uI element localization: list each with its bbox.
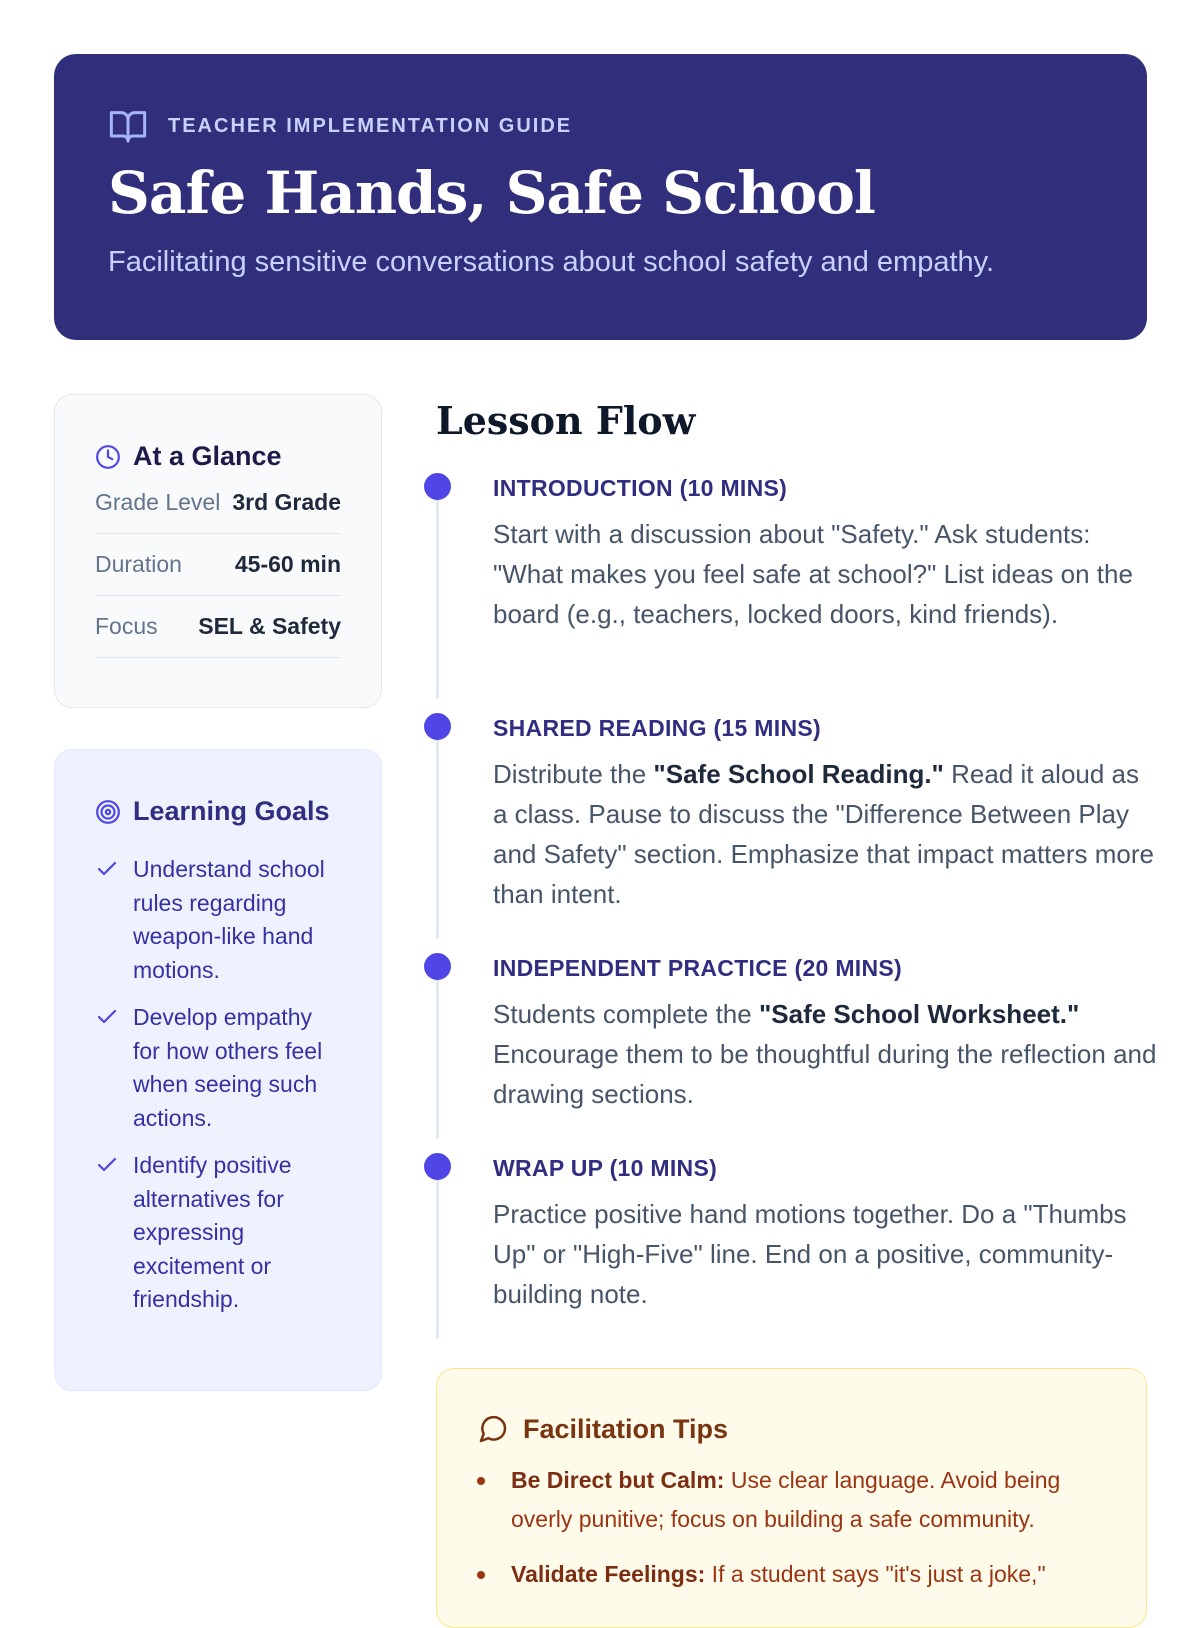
- glance-value: 45-60 min: [234, 551, 341, 577]
- check-icon: [95, 857, 119, 881]
- check-icon: [95, 1005, 119, 1029]
- check-icon: [95, 1153, 119, 1177]
- goal-text: Develop empathy for how others feel when seeing such actions.: [133, 1004, 323, 1131]
- glance-label: Duration: [95, 551, 182, 577]
- step-text: Practice positive hand motions together. Do a "Thumbs Up" or "High-Five" line. End on a positive, community-building note.: [493, 1199, 1127, 1309]
- tip-label: Be Direct but Calm:: [511, 1467, 725, 1493]
- step-heading: INDEPENDENT PRACTICE (20 MINS): [493, 955, 902, 981]
- goal-text: Understand school rules regarding weapon-like hand motions.: [133, 856, 325, 983]
- step-text-bold: "Safe School Worksheet.": [758, 999, 1080, 1029]
- list-item: [95, 1149, 341, 1317]
- message-circle-icon: [477, 1413, 509, 1445]
- at-a-glance-header: [95, 441, 341, 472]
- tip-label: Validate Feelings:: [511, 1561, 706, 1587]
- facilitation-tips-card: [436, 1368, 1147, 1628]
- timeline-line: [436, 979, 439, 1139]
- guide-header: [54, 54, 1147, 340]
- learning-goals-title: Learning Goals: [133, 796, 330, 826]
- glance-row-duration: [95, 534, 341, 596]
- lesson-flow-title: Lesson Flow: [436, 398, 696, 443]
- timeline-dot: [424, 473, 451, 500]
- step-text-bold: "Safe School Reading.": [653, 759, 944, 789]
- goal-list: [95, 853, 341, 1317]
- step-heading: INTRODUCTION (10 MINS): [493, 475, 788, 501]
- clock-icon: [95, 444, 121, 470]
- book-open-icon: [108, 106, 148, 146]
- glance-row-grade: [95, 472, 341, 534]
- list-item: [95, 853, 341, 987]
- timeline-dot: [424, 713, 451, 740]
- step-text: Encourage them to be thoughtful during the reflection and drawing sections.: [493, 1039, 1157, 1109]
- eyebrow-label: TEACHER IMPLEMENTATION GUIDE: [168, 114, 573, 137]
- step-heading: WRAP UP (10 MINS): [493, 1155, 718, 1181]
- lesson-step-shared-reading: [422, 713, 1157, 914]
- timeline-dot: [424, 953, 451, 980]
- lesson-step-independent-practice: [422, 953, 1157, 1114]
- glance-label: Focus: [95, 613, 158, 639]
- learning-goals-header: [95, 796, 341, 827]
- header-eyebrow: [108, 106, 572, 146]
- tip-text: Use clear language. Avoid being overly punitive; focus on building a safe community.: [511, 1467, 1061, 1532]
- step-text: Read it aloud as a class. Pause to discuss the "Difference Between Play and Safety" section. Emphasize that impact matters more than intent.: [493, 759, 1154, 909]
- list-item: [477, 1461, 1106, 1539]
- timeline-line: [436, 739, 439, 939]
- glance-value: 3rd Grade: [232, 489, 341, 515]
- step-body: [493, 1194, 1157, 1314]
- at-a-glance-card: [54, 394, 382, 708]
- glance-row-focus: [95, 596, 341, 658]
- facilitation-tips-header: [477, 1413, 1106, 1445]
- step-text: Start with a discussion about "Safety." Ask students: "What makes you feel safe at school?" List ideas on the board (e.g., teachers, locked doors, kind friends).: [493, 519, 1133, 629]
- facilitation-tips-title: Facilitation Tips: [523, 1413, 729, 1444]
- list-item: [95, 1001, 341, 1135]
- page-title: Safe Hands, Safe School: [108, 159, 875, 227]
- glance-label: Grade Level: [95, 489, 221, 515]
- at-a-glance-title: At a Glance: [133, 441, 282, 471]
- list-item: [477, 1555, 1106, 1594]
- step-text: Students complete the: [493, 999, 759, 1029]
- timeline-dot: [424, 1153, 451, 1180]
- timeline-line: [436, 499, 439, 699]
- lesson-step-introduction: [422, 473, 1157, 634]
- goal-text: Identify positive alternatives for expressing excitement or friendship.: [133, 1152, 292, 1312]
- glance-value: SEL & Safety: [198, 613, 341, 639]
- step-body: [493, 514, 1157, 634]
- learning-goals-card: [54, 749, 382, 1391]
- target-icon: [95, 799, 121, 825]
- page-subtitle: Facilitating sensitive conversations about school safety and empathy.: [108, 246, 995, 278]
- step-text: Distribute the: [493, 759, 654, 789]
- step-body: [493, 754, 1157, 914]
- step-body: [493, 994, 1157, 1114]
- step-heading: SHARED READING (15 MINS): [493, 715, 821, 741]
- timeline-line: [436, 1179, 439, 1339]
- tip-text: If a student says "it's just a joke,": [705, 1561, 1046, 1587]
- lesson-step-wrap-up: [422, 1153, 1157, 1314]
